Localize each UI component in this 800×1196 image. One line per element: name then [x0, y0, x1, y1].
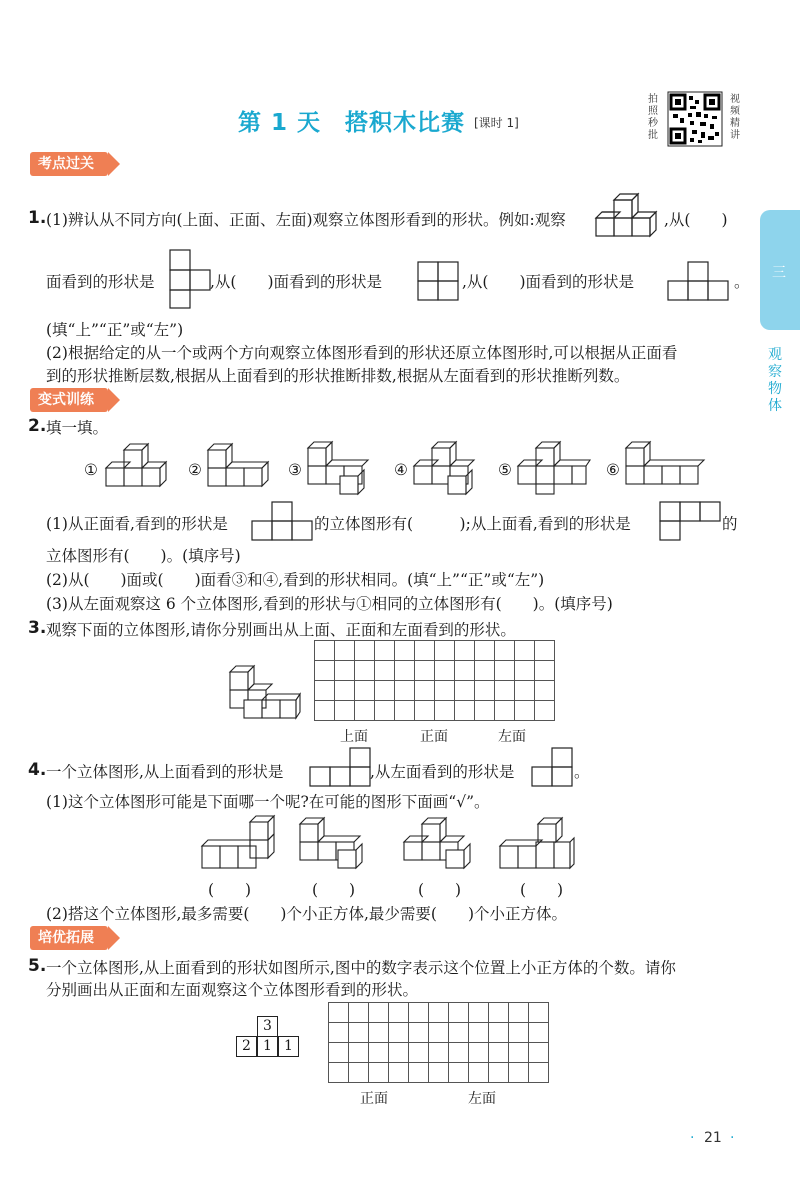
q1-line5: 到的形状推断层数,根据从上面看到的形状推断排数,根据从左面看到的形状推断列数。: [46, 367, 630, 385]
q2-shape-top: [660, 502, 724, 544]
q4-p2: (2)搭这个立体图形,最多需要( )个小正方体,最少需要( )个小正方体。: [46, 905, 568, 923]
q4-option-4: [498, 814, 582, 872]
chapter-number: 三: [772, 265, 786, 281]
q2-solid-6: [624, 440, 704, 496]
q2-label-5: ⑤: [498, 461, 512, 479]
q4-answer-3[interactable]: ( ): [418, 881, 462, 899]
q2-solid-3: [306, 440, 374, 496]
q3-label-top: 上面: [340, 729, 368, 745]
qr-caption-left: 拍 照 秒 批: [648, 94, 658, 141]
q1-shape-step: [668, 262, 732, 302]
q3-text: 观察下面的立体图形,请你分别画出从上面、正面和左面看到的形状。: [46, 621, 516, 639]
q4-answer-2[interactable]: ( ): [312, 881, 356, 899]
lesson-tag: [课时 1]: [474, 116, 519, 130]
q5-cell-3: 1: [278, 1036, 299, 1057]
section-tag-kaodian: 考点过关: [30, 152, 108, 176]
q2-solid-2: [206, 440, 274, 492]
q4-answer-1[interactable]: ( ): [208, 881, 252, 899]
q5-label-front: 正面: [360, 1091, 388, 1107]
q2-p3: (3)从左面观察这 6 个立体图形,看到的形状与①相同的立体图形有( )。(填序号): [46, 595, 613, 613]
q2-p1-a: (1)从正面看,看到的形状是: [46, 515, 228, 533]
qr-caption-right: 视 频 精 讲: [730, 94, 740, 141]
q1-line2-a: 面看到的形状是: [46, 273, 155, 291]
q2-solid-5: [516, 440, 592, 496]
q5-cell-1: 2: [236, 1036, 257, 1057]
q1-line4: (2)根据给定的从一个或两个方向观察立体图形看到的形状还原立体图形时,可以根据从正面看: [46, 344, 678, 362]
q2-p1-d: 立体图形有( )。(填序号): [46, 547, 241, 565]
q2-p1-c: 的: [722, 515, 738, 533]
qr-code-icon[interactable]: [668, 92, 722, 146]
q3-label-front: 正面: [420, 729, 448, 745]
q1-example-solid: [608, 188, 664, 242]
q2-label-3: ③: [288, 461, 302, 479]
q1-line2-d: 。: [734, 273, 750, 291]
q2-number: 2.: [28, 416, 47, 436]
q5-cell-top: 3: [257, 1016, 278, 1037]
q2-label-2: ②: [188, 461, 202, 479]
q5-line1: 一个立体图形,从上面看到的形状如图所示,图中的数字表示这个位置上小正方体的个数。请你: [46, 959, 676, 977]
q5-line2: 分别画出从正面和左面观察这个立体图形看到的形状。: [46, 981, 419, 999]
q4-text-a: 一个立体图形,从上面看到的形状是: [46, 763, 284, 781]
section-tag-bianshi: 变式训练: [30, 388, 108, 412]
chapter-subject: 观 察 物 体: [768, 347, 782, 414]
page-number: 21: [704, 1130, 722, 1146]
q2-solid-4: [412, 440, 480, 496]
q2-p1-b: 的立体图形有( );从上面看,看到的形状是: [314, 515, 631, 533]
q3-label-left: 左面: [498, 729, 526, 745]
q4-text-c: 。: [574, 763, 590, 781]
q3-number: 3.: [28, 618, 47, 638]
q4-option-1: [200, 814, 280, 872]
chapter-tab[interactable]: [760, 210, 800, 330]
q3-solid: [228, 664, 300, 722]
q4-option-2: [298, 814, 378, 872]
section-tag-peiyou: 培优拓展: [30, 926, 108, 950]
q4-shape-top: [310, 748, 374, 788]
q1-line2-b: ,从( )面看到的形状是: [210, 273, 383, 291]
q1-line3: (填“上”“正”或“左”): [46, 321, 184, 339]
q2-shape-front: [252, 502, 316, 544]
q5-top-view: [236, 1016, 298, 1058]
q5-number: 5.: [28, 956, 47, 976]
page-title: 第 1 天 搭积木比赛: [238, 110, 466, 136]
q2-p2: (2)从( )面或( )面看③和④,看到的形状相同。(填“上”“正”或“左”): [46, 571, 545, 589]
q1-line2-c: ,从( )面看到的形状是: [462, 273, 635, 291]
q1-number: 1.: [28, 208, 47, 228]
q2-label-4: ④: [394, 461, 408, 479]
q4-answer-4[interactable]: ( ): [520, 881, 564, 899]
q2-label-1: ①: [84, 461, 98, 479]
q4-option-3: [402, 814, 482, 872]
q2-label-6: ⑥: [606, 461, 620, 479]
q4-number: 4.: [28, 760, 47, 780]
q5-cell-2: 1: [257, 1036, 278, 1057]
q2-intro: 填一填。: [46, 419, 109, 437]
q4-p1: (1)这个立体图形可能是下面哪一个呢?在可能的图形下面画“√”。: [46, 793, 490, 811]
q4-text-b: ,从左面看到的形状是: [370, 763, 515, 781]
q1-shape-square-pair: [418, 262, 462, 302]
q1-line1: (1)辨认从不同方向(上面、正面、左面)观察立体图形看到的形状。例如:观察: [46, 211, 566, 229]
q3-answer-grid[interactable]: [314, 640, 555, 721]
q1-line1-end: ,从( ): [664, 211, 728, 229]
page-dot-right: ·: [730, 1130, 735, 1146]
q5-label-left: 左面: [468, 1091, 496, 1107]
page-dot-left: ·: [690, 1130, 695, 1146]
q5-answer-grid[interactable]: [328, 1002, 549, 1083]
q2-solid-1: [104, 440, 172, 492]
q4-shape-left: [532, 748, 576, 788]
